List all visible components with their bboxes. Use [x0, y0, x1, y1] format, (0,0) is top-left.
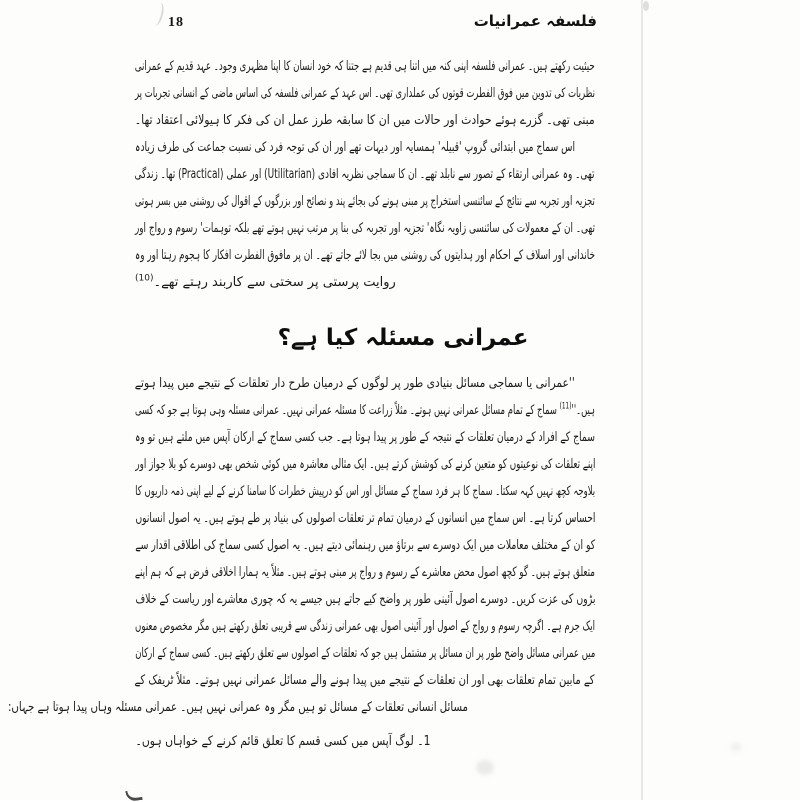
text-line: ایک جرم ہے۔ اگرچہ رسوم و رواج کے اصول اور آئینی اصول بھی عمرانی زندگی سے قریبی تعلق رکھتے ہیں مگر مخصوص معنوں	[135, 619, 595, 634]
text-line: سماج کے افراد کے درمیان تعلقات کے نتیجہ کے طور پر پیدا ہوتا ہے۔ جب کسی سماج کے ارکان آپس میں ملتے ہیں تو وہ	[135, 430, 595, 445]
text-line: تجزیہ اور تجربہ سے نتائج کے سائنسی استخراج پر مبنی ہونے کی بجائے پند و نصائح اور بزرگوں کے اقوال کی روشنی میں بسر ہوتی	[134, 194, 595, 209]
page-body-text	[8, 53, 595, 755]
footnote-marker: (11)	[559, 401, 572, 412]
paragraph-3	[8, 370, 595, 721]
book-title: فلسفہ عمرانیات	[473, 12, 597, 30]
text-line: ''عمرانی یا سماجی مسائل بنیادی طور پر لوگوں کے درمیان طرح دار تعلقات کے نتیجے میں پیدا ہوتے	[135, 376, 575, 391]
scan-artifact	[730, 742, 742, 752]
text-line: تھی۔ وہ عمرانی ارتقاء کے تصور سے نابلد تھے۔ ان کا سماجی نظریہ افادی (Utilitarian) اور عملی (Practical) تھا۔ زندگی	[135, 167, 595, 182]
page-number: 18	[168, 15, 184, 30]
text-line: کو ان کے مختلف معاملات میں ایک دوسرے سے برتاؤ میں رہنمائی دیتے ہیں۔ یہ اصول کسی سماج کی اطلاقی اقدار سے	[135, 538, 595, 553]
text-line: ہیں۔''$^{(11)}$ سماج کے تمام مسائل عمرانی نہیں ہوتے۔ مثلاً زراعت کا مسئلہ عمرانی نہیں۔ عمرانی مسئلہ وہی ہوتا ہے جو کہ کسی	[135, 401, 595, 418]
text-line: اپنے تعلقات کی نوعیتوں کو متعین کرنے کی کوشش کرتے ہیں۔ ایک مثالی معاشرہ میں کوئی شخص بھی دوسرے کو بلا جواز اور	[134, 457, 595, 472]
scan-artifact	[149, 1, 165, 27]
text-line: بلاوجہ کچھ نہیں کہہ سکتا۔ سماج کا ہر فرد سماج کے مسائل اور اس کو درپیش خطرات کا سامنا کرنے کے لیے اپنی ذمہ داریوں کا	[135, 484, 595, 499]
text-line: مسائل انسانی تعلقات کے مسائل تو ہیں مگر وہ عمرانی نہیں ہیں۔ عمرانی مسئلہ وہاں پیدا ہوتا ہے جہاں:	[8, 700, 469, 715]
scan-artifact	[125, 789, 142, 802]
text-line: تھی۔ ان کے معمولات کی سائنسی زاویہ نگاہ' تجزیہ اور تجربہ کی بنا پر مرتب نہیں ہوتے تھے بلکہ توہمات' رسوم و رواج اور	[135, 221, 595, 236]
text-line: بڑوں کی عزت کریں۔ دوسرے اصول آئینی طور پر واضح کیے جاتے ہیں جیسے یہ کہ چوری معاشرے اور ریاست کے خلاف	[135, 592, 595, 607]
text-line: میں عمرانی مسائل واضح طور پر ان مسائل پر مشتمل ہیں جو کہ تعلقات کے اصولوں سے تعلق رکھتے ہیں۔ کسی سماج کے ارکان	[135, 646, 595, 661]
paragraph-2	[135, 134, 595, 296]
footnote-marker: (10)	[135, 273, 154, 284]
text-line: متعلق ہوتے ہیں۔ گو کچھ اصول محض معاشرے کے رسوم و رواج پر مبنی ہوتے ہیں۔ مثلاً یہ ہمارا اخلاقی فرض ہے کہ ہم اپنے	[135, 565, 595, 580]
text-line: حیثیت رکھتے ہیں۔ عمرانی فلسفہ اپنی کنہ میں اتنا ہی قدیم ہے جتنا کہ خود انسان کا اپنا مظہری وجود۔ عہد قدیم کے عمرانی	[135, 59, 595, 74]
list-item-1	[135, 728, 430, 755]
scan-artifact	[476, 760, 494, 775]
list-item-text: 1۔ لوگ آپس میں کسی قسم کا تعلق قائم کرنے کے خواہاں ہوں۔	[135, 734, 430, 749]
section-heading: عمرانی مسئلہ کیا ہے؟	[277, 325, 529, 351]
text-line: خاندانی اور اسلاف کے احکام اور ہدایتوں کی روشنی میں بجا لائے جاتے تھے۔ ان پر مافوق الفطرت افکار کا ہجوم رہتا اور وہ	[135, 248, 595, 263]
scan-artifact	[643, 1, 649, 11]
text-line: اس سماج میں ابتدائی گروپ 'قبیلہ' ہمسایہ اور دیہات تھے اور ان کی توجہ فرد کی نسبت جماعت کی طرف زیادہ	[135, 140, 575, 155]
scan-fold-line	[641, 0, 643, 800]
text-line: احساس کرتا ہے۔ اس سماج میں انسانوں کے درمیان تمام تر تعلقات اصولوں کی بنیاد پر طے ہوتے ہیں۔ یہ اصول انسانوں	[135, 511, 595, 526]
text-line: مبنی تھی۔ گزرے ہوئے حوادث اور حالات میں ان کا سابقہ طرز عمل ان کی فکر کا ہیولائی اعتقاد تھا۔	[135, 113, 595, 128]
text-line: کے مابین تمام تعلقات بھی اور ان تعلقات کے نتیجے میں پیدا ہونے والے مسائل عمرانی نہیں ہوتے۔ مثلاً ٹریفک کے	[135, 673, 595, 688]
paragraph-1	[135, 53, 595, 134]
text-line: روایت پرستی پر سختی سے کاربند رہتے تھے۔$^{(10)}$	[135, 273, 396, 290]
text-line: نظریات کی تدوین میں فوق الفطرت قوتوں کی عملداری تھی۔ اس عہد کے عمرانی فلسفہ کی اساس ماضی کے انسانی تجربات پر	[135, 86, 595, 101]
